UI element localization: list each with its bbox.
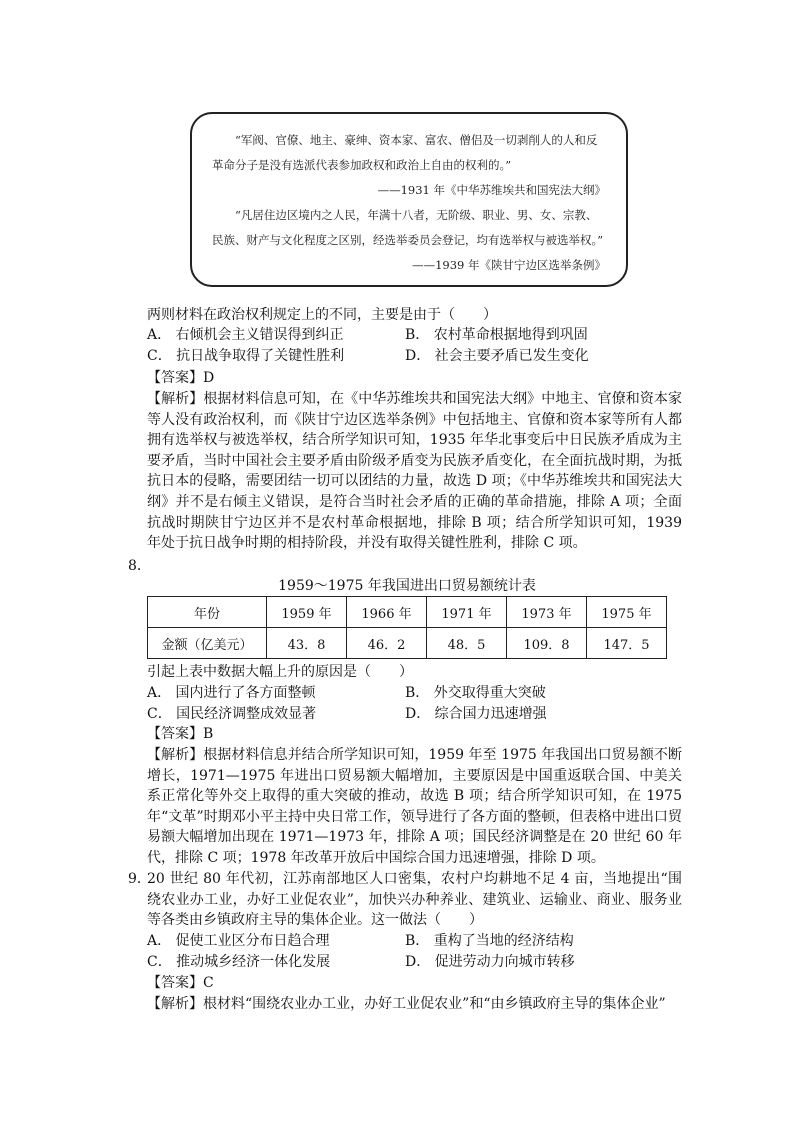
table-cell-value: 43．8: [267, 628, 347, 659]
quote-1: “军阀、官僚、地主、豪绅、资本家、富农、僧侣及一切剥削人的人和反革命分子是没有选派代表参加政权和政治上自由的权利的。”: [212, 133, 598, 172]
table-header-year: 年份: [148, 597, 267, 628]
q9-question: 20 世纪 80 年代初，江苏南部地区人口密集，农村户均耕地不足 4 亩，当地提出“围绕农业办工业，办好工业促农业”，加快兴办种养业、建筑业、运输业、商业、服务业等各类由乡镇政府主导的集体企业。这一做法（ ）: [147, 871, 682, 929]
table-cell-year: 1966 年: [347, 597, 427, 628]
q8-option-d[interactable]: D． 综合国力迅速增强: [405, 706, 547, 722]
q8-number: 8．: [128, 558, 151, 574]
quote-2: “凡居住边区境内之人民，年满十八者，无阶级、职业、男、女、宗教、民族、财产与文化程度之区别，经选举委员会登记，均有选举权与被选举权。”: [212, 208, 604, 247]
q7-option-c[interactable]: C． 抗日战争取得了关键性胜利: [147, 348, 345, 364]
table-cell-value: 147．5: [587, 628, 667, 659]
q9-option-a[interactable]: A． 促使工业区分布日趋合理: [147, 933, 330, 949]
table-header-amount: 金额（亿美元）: [148, 628, 267, 659]
trade-table: [147, 596, 667, 659]
q9-option-c[interactable]: C． 推动城乡经济一体化发展: [147, 954, 331, 970]
table-cell-value: 46．2: [347, 628, 427, 659]
table-row-years: [148, 597, 667, 628]
table-cell-year: 1973 年: [507, 597, 587, 628]
q7-question: 两则材料在政治权利规定上的不同，主要是由于（ ）: [147, 307, 497, 323]
q9-answer: 【答案】C: [147, 975, 214, 991]
q8-option-b[interactable]: B． 外交取得重大突破: [405, 685, 546, 701]
table-cell-year: 1959 年: [267, 597, 347, 628]
q7-analysis: 【解析】根据材料信息可知，在《中华苏维埃共和国宪法大纲》中地主、官僚和资本家等人没有政治权利，而《陕甘宁边区选举条例》中包括地主、官僚和资本家等所有人都拥有选举权与被选举权，结合所学知识可知，1935 年华北事变后中日民族矛盾成为主要矛盾，当时中国社会主要矛盾由阶级矛盾变为民族矛盾变化，在全面抗战时期，为抵抗日本的侵略，需要团结一切可以团结的力量，故选 D 项；《中华苏维埃共和国宪法大纲》并不是右倾主义错误，是符合当时社会矛盾的正确的革命措施，排除 A 项；全面抗战时期陕甘宁边区并不是农村革命根据地，排除 B 项；结合所学知识可知，1939 年处于抗日战争时期的相持阶段，并没有取得关键性胜利，排除 C 项。: [147, 391, 682, 552]
q9-option-d[interactable]: D． 促进劳动力向城市转移: [405, 954, 575, 970]
q8-question: 引起上表中数据大幅上升的原因是（ ）: [147, 664, 413, 680]
q7-option-b[interactable]: B． 农村革命根据地得到巩固: [405, 327, 588, 343]
quote-1-source: ——1931 年《中华苏维埃共和国宪法大纲》: [377, 183, 606, 197]
q8-analysis: 【解析】根据材料信息并结合所学知识可知，1959 年至 1975 年我国出口贸易额不断增长，1971—1975 年进出口贸易额大幅增加，主要原因是中国重返联合国、中美关系正常化等外交上取得的重大突破的推动，故选 B 项；结合所学知识可知，在 1975 年“文革”时期邓小平主持中央日常工作，领导进行了各方面的整顿，但表格中进出口贸易额大幅增加出现在 1971—1973 年，排除 A 项；国民经济调整是在 20 世纪 60 年代，排除 C 项；1978 年改革开放后中国综合国力迅速增强，排除 D 项。: [147, 747, 682, 866]
material-quote-box: [190, 112, 628, 287]
q8-option-c[interactable]: C． 国民经济调整成效显著: [147, 706, 317, 722]
table-cell-value: 109．8: [507, 628, 587, 659]
q9-analysis: 【解析】根材料“围绕农业办工业，办好工业促农业”和“由乡镇政府主导的集体企业”: [147, 996, 666, 1012]
quote-2-source: ——1939 年《陕甘宁边区选举条例》: [412, 258, 606, 272]
q7-option-d[interactable]: D． 社会主要矛盾已发生变化: [405, 348, 589, 364]
q9-number: 9．: [128, 871, 151, 887]
table-cell-year: 1975 年: [587, 597, 667, 628]
q7-answer: 【答案】D: [147, 370, 215, 386]
q7-option-a[interactable]: A． 右倾机会主义错误得到纠正: [147, 327, 344, 343]
q8-answer: 【答案】B: [147, 726, 214, 742]
table-cell-value: 48．5: [427, 628, 507, 659]
q8-table-title: 1959～1975 年我国进出口贸易额统计表: [278, 578, 536, 594]
table-cell-year: 1971 年: [427, 597, 507, 628]
table-row-values: [148, 628, 667, 659]
q8-option-a[interactable]: A． 国内进行了各方面整顿: [147, 685, 316, 701]
q9-option-b[interactable]: B． 重构了当地的经济结构: [405, 933, 574, 949]
